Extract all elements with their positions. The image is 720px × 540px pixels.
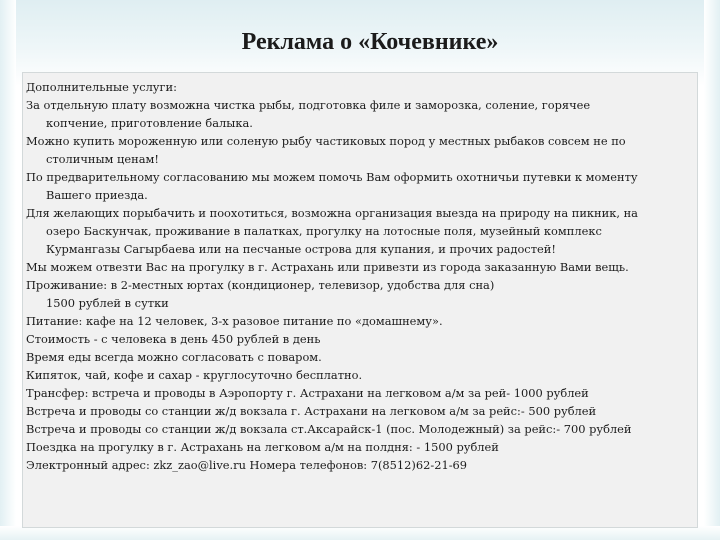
text-line: Электронный адрес: zkz_zao@live.ru Номера телефонов: 7(8512)62-21-69 (26, 458, 468, 472)
text-line: За отдельную плату возможна чистка рыбы, подготовка филе и заморозка, соление, горячее (26, 98, 591, 112)
title-box (200, 22, 540, 62)
text-line: Можно купить мороженную или соленую рыбу частиковых пород у местных рыбаков совсем не по (26, 134, 626, 148)
text-line: По предварительному согласованию мы можем помочь Вам оформить охотничьи путевки к моменту (26, 170, 638, 184)
text-line: Мы можем отвезти Вас на прогулку в г. Астрахань или привезти из города заказанную Вами вещь. (26, 260, 629, 274)
decorative-right-band (704, 0, 720, 540)
text-line: Питание: кафе на 12 человек, 3-х разовое питание по «домашнему». (26, 314, 443, 328)
text-line: Вашего приезда. (46, 188, 148, 202)
text-line: Кипяток, чай, кофе и сахар - круглосуточно бесплатно. (26, 368, 363, 382)
text-line: Поездка на прогулку в г. Астрахань на легковом а/м на полдня: - 1500 рублей (26, 440, 499, 454)
text-line: Трансфер: встреча и проводы в Аэропорту г. Астрахани на легковом а/м за рей- 1000 рублей (26, 386, 589, 400)
text-line: Для желающих порыбачить и поохотиться, возможна организация выезда на природу на пикник, на (26, 206, 638, 220)
text-line: Проживание: в 2-местных юртах (кондиционер, телевизор, удобства для сна) (26, 278, 495, 292)
text-line: копчение, приготовление балыка. (46, 116, 253, 130)
text-line: Дополнительные услуги: (26, 80, 177, 94)
decorative-left-band (0, 0, 16, 540)
text-line: Встреча и проводы со станции ж/д вокзала г. Астрахани на легковом а/м за рейс:- 500 рублей (26, 404, 597, 418)
text-line: Курмангазы Сагырбаева или на песчаные острова для купания, и прочих радостей! (46, 242, 556, 256)
text-line: Встреча и проводы со станции ж/д вокзала ст.Аксарайск-1 (пос. Молодежный) за рейс:- 700 рублей (26, 422, 632, 436)
text-line: столичным ценам! (46, 152, 159, 166)
decorative-bottom-band (0, 526, 720, 540)
text-line: Время еды всегда можно согласовать с поваром. (26, 350, 322, 364)
text-line: озеро Баскунчак, проживание в палатках, прогулку на лотосные поля, музейный комплекс (46, 224, 602, 238)
text-line: 1500 рублей в сутки (46, 296, 169, 310)
text-line: Стоимость - с человека в день 450 рублей в день (26, 332, 321, 346)
content-text (26, 78, 694, 474)
slide-title: Реклама о «Кочевнике» (241, 28, 499, 55)
